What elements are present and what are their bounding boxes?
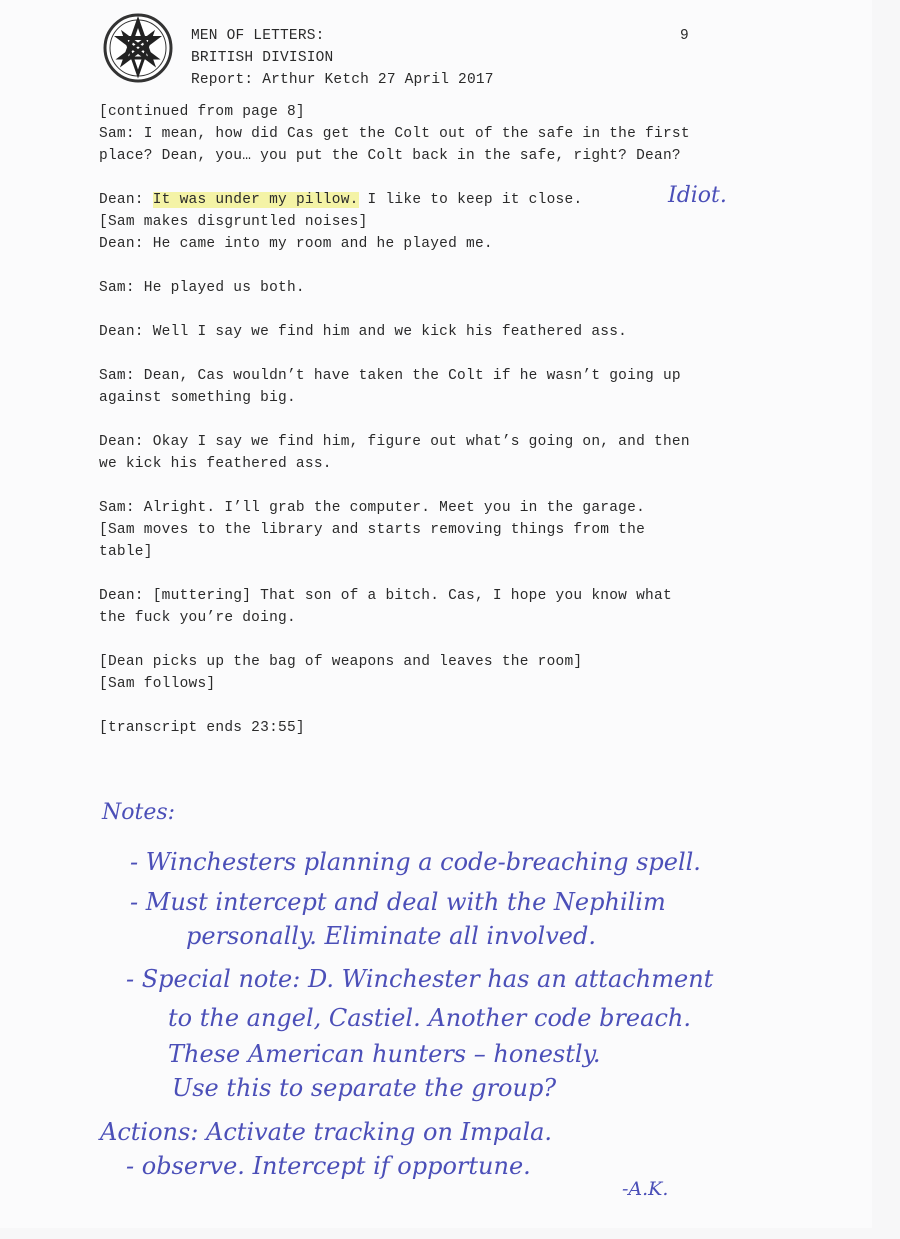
unicursal-hexagram-seal-icon bbox=[102, 12, 174, 84]
transcript-line: place? Dean, you… you put the Colt back in the safe, right? Dean? bbox=[99, 148, 681, 164]
header-report-line: Report: Arthur Ketch 27 April 2017 bbox=[191, 72, 494, 88]
handwritten-note: personally. Eliminate all involved. bbox=[186, 922, 596, 950]
line-rest: I like to keep it close. bbox=[358, 192, 583, 208]
transcript-line: Sam: He played us both. bbox=[99, 280, 305, 296]
transcript-line: Dean: Okay I say we find him, figure out what’s going on, and then bbox=[99, 434, 690, 450]
transcript-line: [Sam moves to the library and starts removing things from the bbox=[99, 522, 646, 538]
handwritten-note: - Special note: D. Winchester has an attachment bbox=[126, 965, 714, 993]
page-number: 9 bbox=[680, 28, 689, 44]
header-division-line: BRITISH DIVISION bbox=[191, 50, 334, 66]
transcript-line: the fuck you’re doing. bbox=[99, 610, 296, 626]
transcript-line: [transcript ends 23:55] bbox=[99, 720, 305, 736]
transcript-line: Dean: He came into my room and he played me. bbox=[99, 236, 493, 252]
transcript-line: Sam: Dean, Cas wouldn’t have taken the Colt if he wasn’t going up bbox=[99, 368, 681, 384]
signature: -A.K. bbox=[622, 1178, 669, 1200]
transcript-line: [Dean picks up the bag of weapons and leaves the room] bbox=[99, 654, 583, 670]
transcript-line: Sam: I mean, how did Cas get the Colt out of the safe in the first bbox=[99, 126, 690, 142]
transcript-line: [continued from page 8] bbox=[99, 104, 305, 120]
transcript-line: Sam: Alright. I’ll grab the computer. Meet you in the garage. bbox=[99, 500, 646, 516]
handwritten-note: - Winchesters planning a code-breaching spell. bbox=[130, 848, 701, 876]
transcript-line: Dean: Well I say we find him and we kick his feathered ass. bbox=[99, 324, 628, 340]
handwritten-note: These American hunters – honestly. bbox=[168, 1040, 601, 1068]
transcript-line: we kick his feathered ass. bbox=[99, 456, 332, 472]
handwritten-note: - Must intercept and deal with the Nephilim bbox=[130, 888, 666, 916]
speaker: Dean: bbox=[99, 192, 153, 208]
actions-line: Actions: Activate tracking on Impala. bbox=[100, 1118, 553, 1146]
header-org-line: MEN OF LETTERS: bbox=[191, 28, 325, 44]
handwritten-note: to the angel, Castiel. Another code breach. bbox=[168, 1004, 691, 1032]
highlighted-text: It was under my pillow. bbox=[152, 192, 359, 208]
actions-line: - observe. Intercept if opportune. bbox=[126, 1152, 531, 1180]
transcript-line-highlighted bbox=[99, 192, 582, 208]
handwritten-note: Use this to separate the group? bbox=[172, 1074, 557, 1102]
margin-annotation: Idiot. bbox=[668, 183, 727, 208]
transcript-line: Dean: [muttering] That son of a bitch. Cas, I hope you know what bbox=[99, 588, 672, 604]
transcript-line: table] bbox=[99, 544, 153, 560]
transcript-line: [Sam follows] bbox=[99, 676, 216, 692]
transcript-line: against something big. bbox=[99, 390, 296, 406]
transcript-line: [Sam makes disgruntled noises] bbox=[99, 214, 368, 230]
notes-heading: Notes: bbox=[102, 800, 176, 825]
